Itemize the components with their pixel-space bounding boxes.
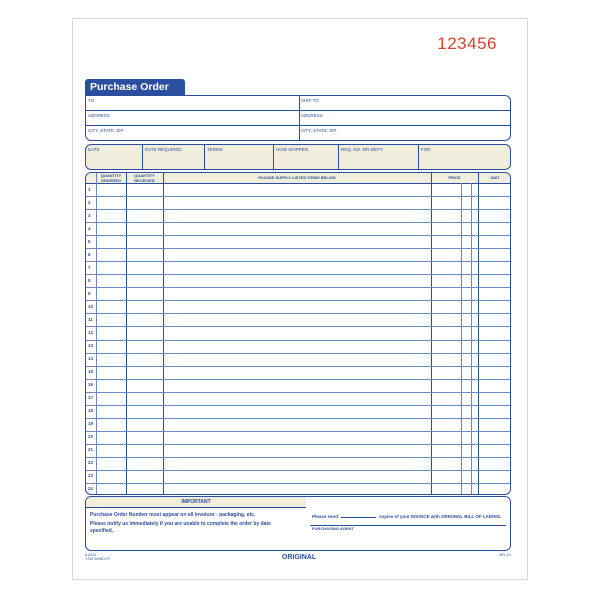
field-label: TO (88, 98, 95, 103)
form-number: 123456 (437, 34, 497, 53)
date-required-field[interactable] (143, 145, 205, 169)
row-number: 18 (88, 408, 94, 414)
row-number: 10 (88, 303, 94, 309)
invoice-request-section (306, 497, 510, 550)
for-field[interactable] (419, 145, 510, 169)
row-number: 1 (88, 186, 91, 192)
row-number: 13 (88, 343, 94, 349)
invoice-notice: Purchase Order Number must appear on all invoices - packaging, etc. (90, 512, 256, 518)
qty-ordered-header: QUANTITY ORDERED (100, 173, 122, 183)
item-rows (86, 183, 510, 494)
row-divider (86, 457, 510, 458)
date-field[interactable] (86, 145, 143, 169)
row-divider (86, 326, 510, 327)
row-divider (86, 444, 510, 445)
field-label: ADDRESS (301, 113, 323, 118)
row-divider (86, 196, 510, 197)
row-divider (86, 222, 510, 223)
send-suffix: copies of your INVOICE with ORIGINAL BILL OF LADING. (379, 514, 502, 519)
row-number: 9 (88, 290, 91, 296)
field-label: SHIP TO (301, 98, 319, 103)
ship-to-field[interactable] (299, 96, 510, 111)
ship-address-field[interactable] (299, 111, 510, 126)
row-divider (86, 300, 510, 301)
row-number: 21 (88, 447, 94, 453)
field-label: ADDRESS (88, 113, 110, 118)
form-code (85, 553, 110, 561)
field-label: DATE REQUIRED (145, 147, 182, 152)
important-section (86, 497, 307, 550)
ship-to-column (299, 96, 510, 140)
row-number: 8 (88, 277, 91, 283)
important-header: IMPORTANT (86, 497, 306, 508)
row-number: 11 (88, 316, 93, 322)
row-number: 22 (88, 460, 94, 466)
price-header: PRICE (448, 175, 461, 180)
row-divider (86, 431, 510, 432)
to-field[interactable] (86, 96, 299, 111)
description-header: PLEASE SUPPLY LISTED ITEMS BELOW (258, 175, 336, 180)
bill-to-column (86, 96, 300, 140)
row-divider (86, 366, 510, 367)
send-prefix: Please send (312, 514, 339, 519)
row-number: 5 (88, 238, 91, 244)
row-divider (86, 261, 510, 262)
row-divider (86, 353, 510, 354)
how-shipped-field[interactable] (274, 145, 339, 169)
ship-city-state-zip-field[interactable] (299, 126, 510, 141)
row-number: 6 (88, 251, 91, 257)
row-number: 7 (88, 264, 91, 270)
row-divider (86, 235, 510, 236)
qty-received-header: QUANTITY RECEIVED (134, 173, 155, 183)
items-table (85, 172, 511, 495)
row-divider (86, 405, 510, 406)
row-number: 3 (88, 212, 91, 218)
row-divider (86, 483, 510, 484)
row-number: 4 (88, 225, 91, 231)
send-copies-line (312, 513, 501, 519)
row-divider (86, 248, 510, 249)
form-title: Purchase Order (85, 79, 185, 95)
row-number: 15 (88, 369, 94, 375)
form-code-line: T-NO-9A/NO-9T (85, 557, 111, 561)
req-no-field[interactable] (339, 145, 419, 169)
row-number: 23 (88, 473, 94, 479)
bottom-block (85, 496, 511, 551)
field-label: FOR (421, 147, 431, 152)
field-label: DATE (88, 147, 100, 152)
row-number: 17 (88, 395, 94, 401)
row-number: 12 (88, 329, 94, 335)
row-divider (86, 379, 510, 380)
row-number: 20 (88, 434, 94, 440)
row-number: 24 (88, 486, 94, 492)
row-divider (86, 470, 510, 471)
row-number: 16 (88, 382, 94, 388)
row-divider (86, 418, 510, 419)
row-number: 2 (88, 199, 91, 205)
purchase-order-form (72, 18, 528, 580)
address-block (85, 95, 511, 141)
form-code-line: A-8131 (85, 553, 97, 557)
row-number: 19 (88, 421, 94, 427)
field-label: HOW SHIPPED (276, 147, 309, 152)
row-divider (86, 274, 510, 275)
field-label: REQ. NO. OR DEPT. (341, 147, 384, 152)
row-divider (86, 392, 510, 393)
purchasing-agent-label: PURCHASING AGENT (312, 526, 354, 531)
row-number: 14 (88, 356, 94, 362)
copies-count-field[interactable] (341, 513, 376, 518)
revision-code: BFI-1/1 (499, 553, 511, 557)
copy-label: ORIGINAL (281, 554, 317, 561)
address-field[interactable] (86, 111, 299, 126)
completion-notice: Please notify us immediately if you are unable to complete the order by date specified. (90, 521, 271, 534)
city-state-zip-field[interactable] (86, 126, 299, 141)
row-divider (86, 340, 510, 341)
terms-field[interactable] (205, 145, 274, 169)
row-divider (86, 287, 510, 288)
field-label: CITY, STATE, ZIP (301, 128, 337, 133)
field-label: CITY, STATE, ZIP (88, 128, 124, 133)
unit-header: UNIT (490, 175, 500, 180)
row-divider (86, 209, 510, 210)
order-info-row (85, 144, 511, 170)
row-divider (86, 313, 510, 314)
field-label: TERMS (207, 147, 223, 152)
